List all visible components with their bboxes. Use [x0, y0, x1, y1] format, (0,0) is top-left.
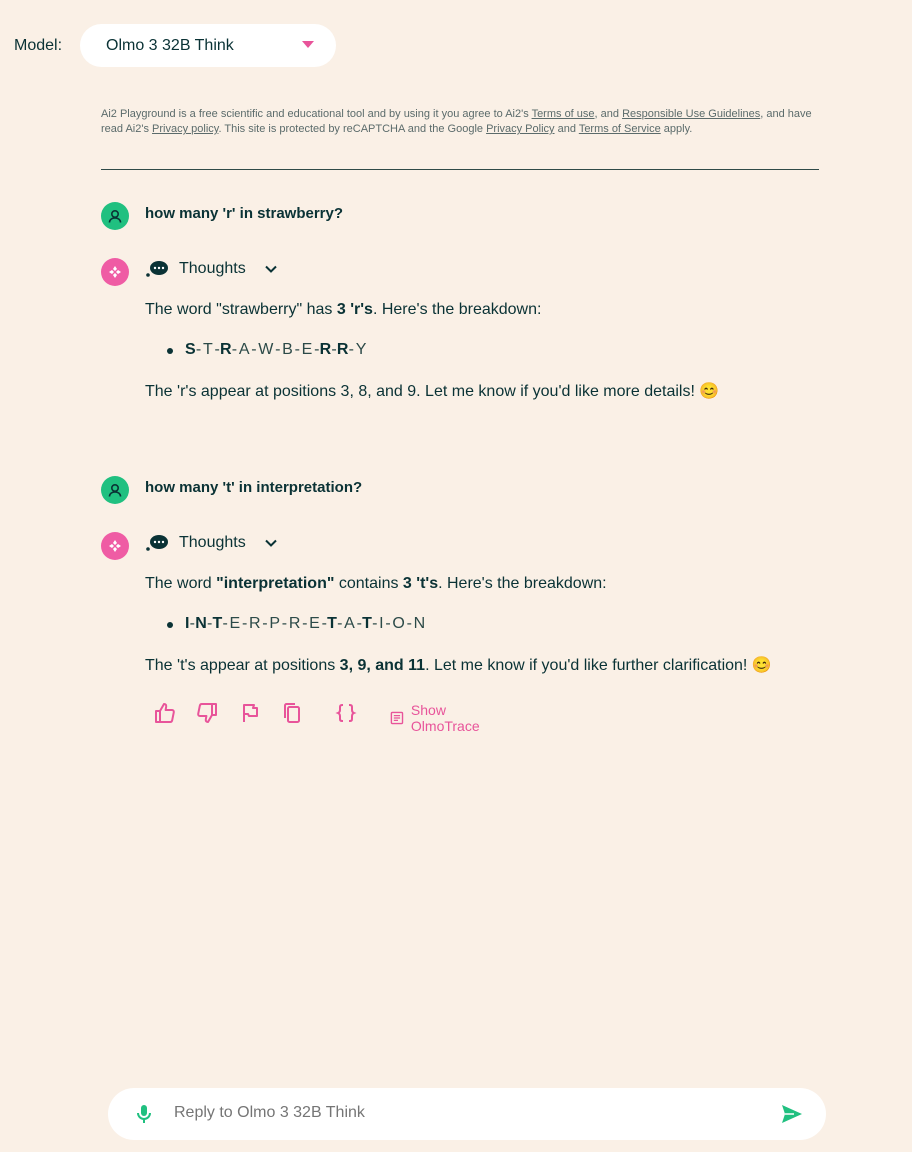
answer-paragraph: The 'r's appear at positions 3, 8, and 9. Let me know if you'd like more details! 😊	[145, 383, 720, 400]
answer-bold: 3 't's	[402, 575, 439, 592]
letter-plain: - E - R - P - R - E -	[222, 615, 328, 632]
flag-icon	[239, 702, 261, 724]
answer-text: The word	[145, 575, 217, 592]
model-row	[14, 24, 234, 67]
terms-of-use-link[interactable]: Terms of use	[531, 108, 595, 120]
letter-plain: - A - W - B - E -	[231, 341, 320, 358]
send-icon[interactable]	[780, 1102, 804, 1126]
user-message: how many 'r' in strawberry?	[145, 205, 344, 222]
letter-highlight: R	[336, 341, 349, 358]
breakdown-bullet	[167, 615, 425, 633]
letter-highlight: N	[195, 615, 207, 632]
thumbs-up-icon	[153, 701, 177, 725]
disclaimer-text: . This site is protected by reCAPTCHA and the Google	[218, 123, 487, 135]
thumbs-up-button[interactable]	[152, 700, 178, 726]
show-olmotrace-label: Show OlmoTrace	[410, 702, 480, 734]
answer-text: . Let me know if you'd like further clarification! 😊	[425, 657, 772, 674]
chevron-down-icon	[264, 262, 278, 276]
responsible-use-link[interactable]: Responsible Use Guidelines	[622, 108, 761, 120]
divider	[101, 169, 819, 170]
thought-bubble-icon	[145, 533, 169, 553]
show-olmotrace-button[interactable]	[390, 702, 486, 734]
letter-plain: - I - O - N	[372, 615, 426, 632]
composer	[108, 1088, 826, 1140]
google-privacy-link[interactable]: Privacy Policy	[486, 123, 555, 135]
letter-highlight: S	[185, 341, 196, 358]
letter-highlight: T	[327, 615, 338, 632]
answer-text: . Here's the breakdown:	[372, 301, 542, 318]
answer-text: The 't's appear at positions	[145, 657, 340, 674]
answer-text: contains	[334, 575, 403, 592]
thoughts-label: Thoughts	[179, 260, 246, 277]
document-icon	[390, 708, 404, 728]
letter-plain: -	[189, 615, 196, 632]
braces-icon	[334, 701, 358, 725]
model-select[interactable]	[80, 24, 336, 67]
letter-breakdown	[185, 341, 367, 359]
chevron-down-icon	[264, 536, 278, 550]
letter-highlight: I	[185, 615, 190, 632]
copy-icon	[280, 701, 304, 725]
terms-of-service-link[interactable]: Terms of Service	[578, 123, 661, 135]
thought-bubble-icon	[145, 259, 169, 279]
microphone-icon[interactable]	[132, 1102, 156, 1126]
letter-highlight: R	[219, 341, 232, 358]
disclaimer	[101, 107, 821, 137]
letter-plain: -	[331, 341, 337, 358]
answer-text: The word "strawberry" has	[145, 301, 337, 318]
disclaimer-text: Ai2 Playground is a free scientific and educational tool and by using it you agree to Ai2's	[101, 108, 532, 120]
thoughts-label: Thoughts	[179, 534, 246, 551]
answer-paragraph	[145, 575, 607, 593]
letter-plain: - Y	[348, 341, 367, 358]
model-select-value: Olmo 3 32B Think	[106, 36, 234, 54]
thoughts-toggle[interactable]	[145, 259, 278, 279]
reply-input[interactable]	[174, 1104, 734, 1122]
olmo-logo-icon	[101, 532, 129, 560]
flag-button[interactable]	[237, 700, 263, 726]
letter-plain: - A -	[337, 615, 363, 632]
answer-paragraph	[145, 655, 772, 675]
user-avatar-icon	[101, 476, 129, 504]
letter-highlight: R	[319, 341, 332, 358]
view-raw-button[interactable]	[333, 700, 359, 726]
user-avatar-icon	[101, 202, 129, 230]
answer-paragraph	[145, 301, 541, 319]
user-message: how many 't' in interpretation?	[145, 479, 363, 496]
disclaimer-text: apply.	[660, 123, 693, 135]
disclaimer-text: , and	[594, 108, 623, 120]
copy-button[interactable]	[279, 700, 305, 726]
answer-text: . Here's the breakdown:	[438, 575, 607, 592]
model-label: Model:	[14, 36, 63, 54]
letter-highlight: T	[362, 615, 373, 632]
thumbs-down-button[interactable]	[194, 700, 220, 726]
letter-plain: -	[206, 615, 213, 632]
letter-highlight: T	[212, 615, 223, 632]
thumbs-down-icon	[195, 701, 219, 725]
disclaimer-text: and	[554, 123, 579, 135]
caret-down-icon	[302, 41, 314, 48]
breakdown-bullet	[167, 341, 367, 359]
disclaimer-text: , and have read Ai2's	[101, 108, 812, 135]
olmo-logo-icon	[101, 258, 129, 286]
letter-plain: - T -	[195, 341, 220, 358]
privacy-policy-link[interactable]: Privacy policy	[152, 123, 219, 135]
thoughts-toggle[interactable]	[145, 533, 278, 553]
answer-bold: 3, 9, and 11	[339, 657, 426, 674]
answer-bold: "interpretation"	[216, 575, 335, 592]
answer-bold: 3 'r's	[336, 301, 373, 318]
letter-breakdown	[185, 615, 425, 633]
